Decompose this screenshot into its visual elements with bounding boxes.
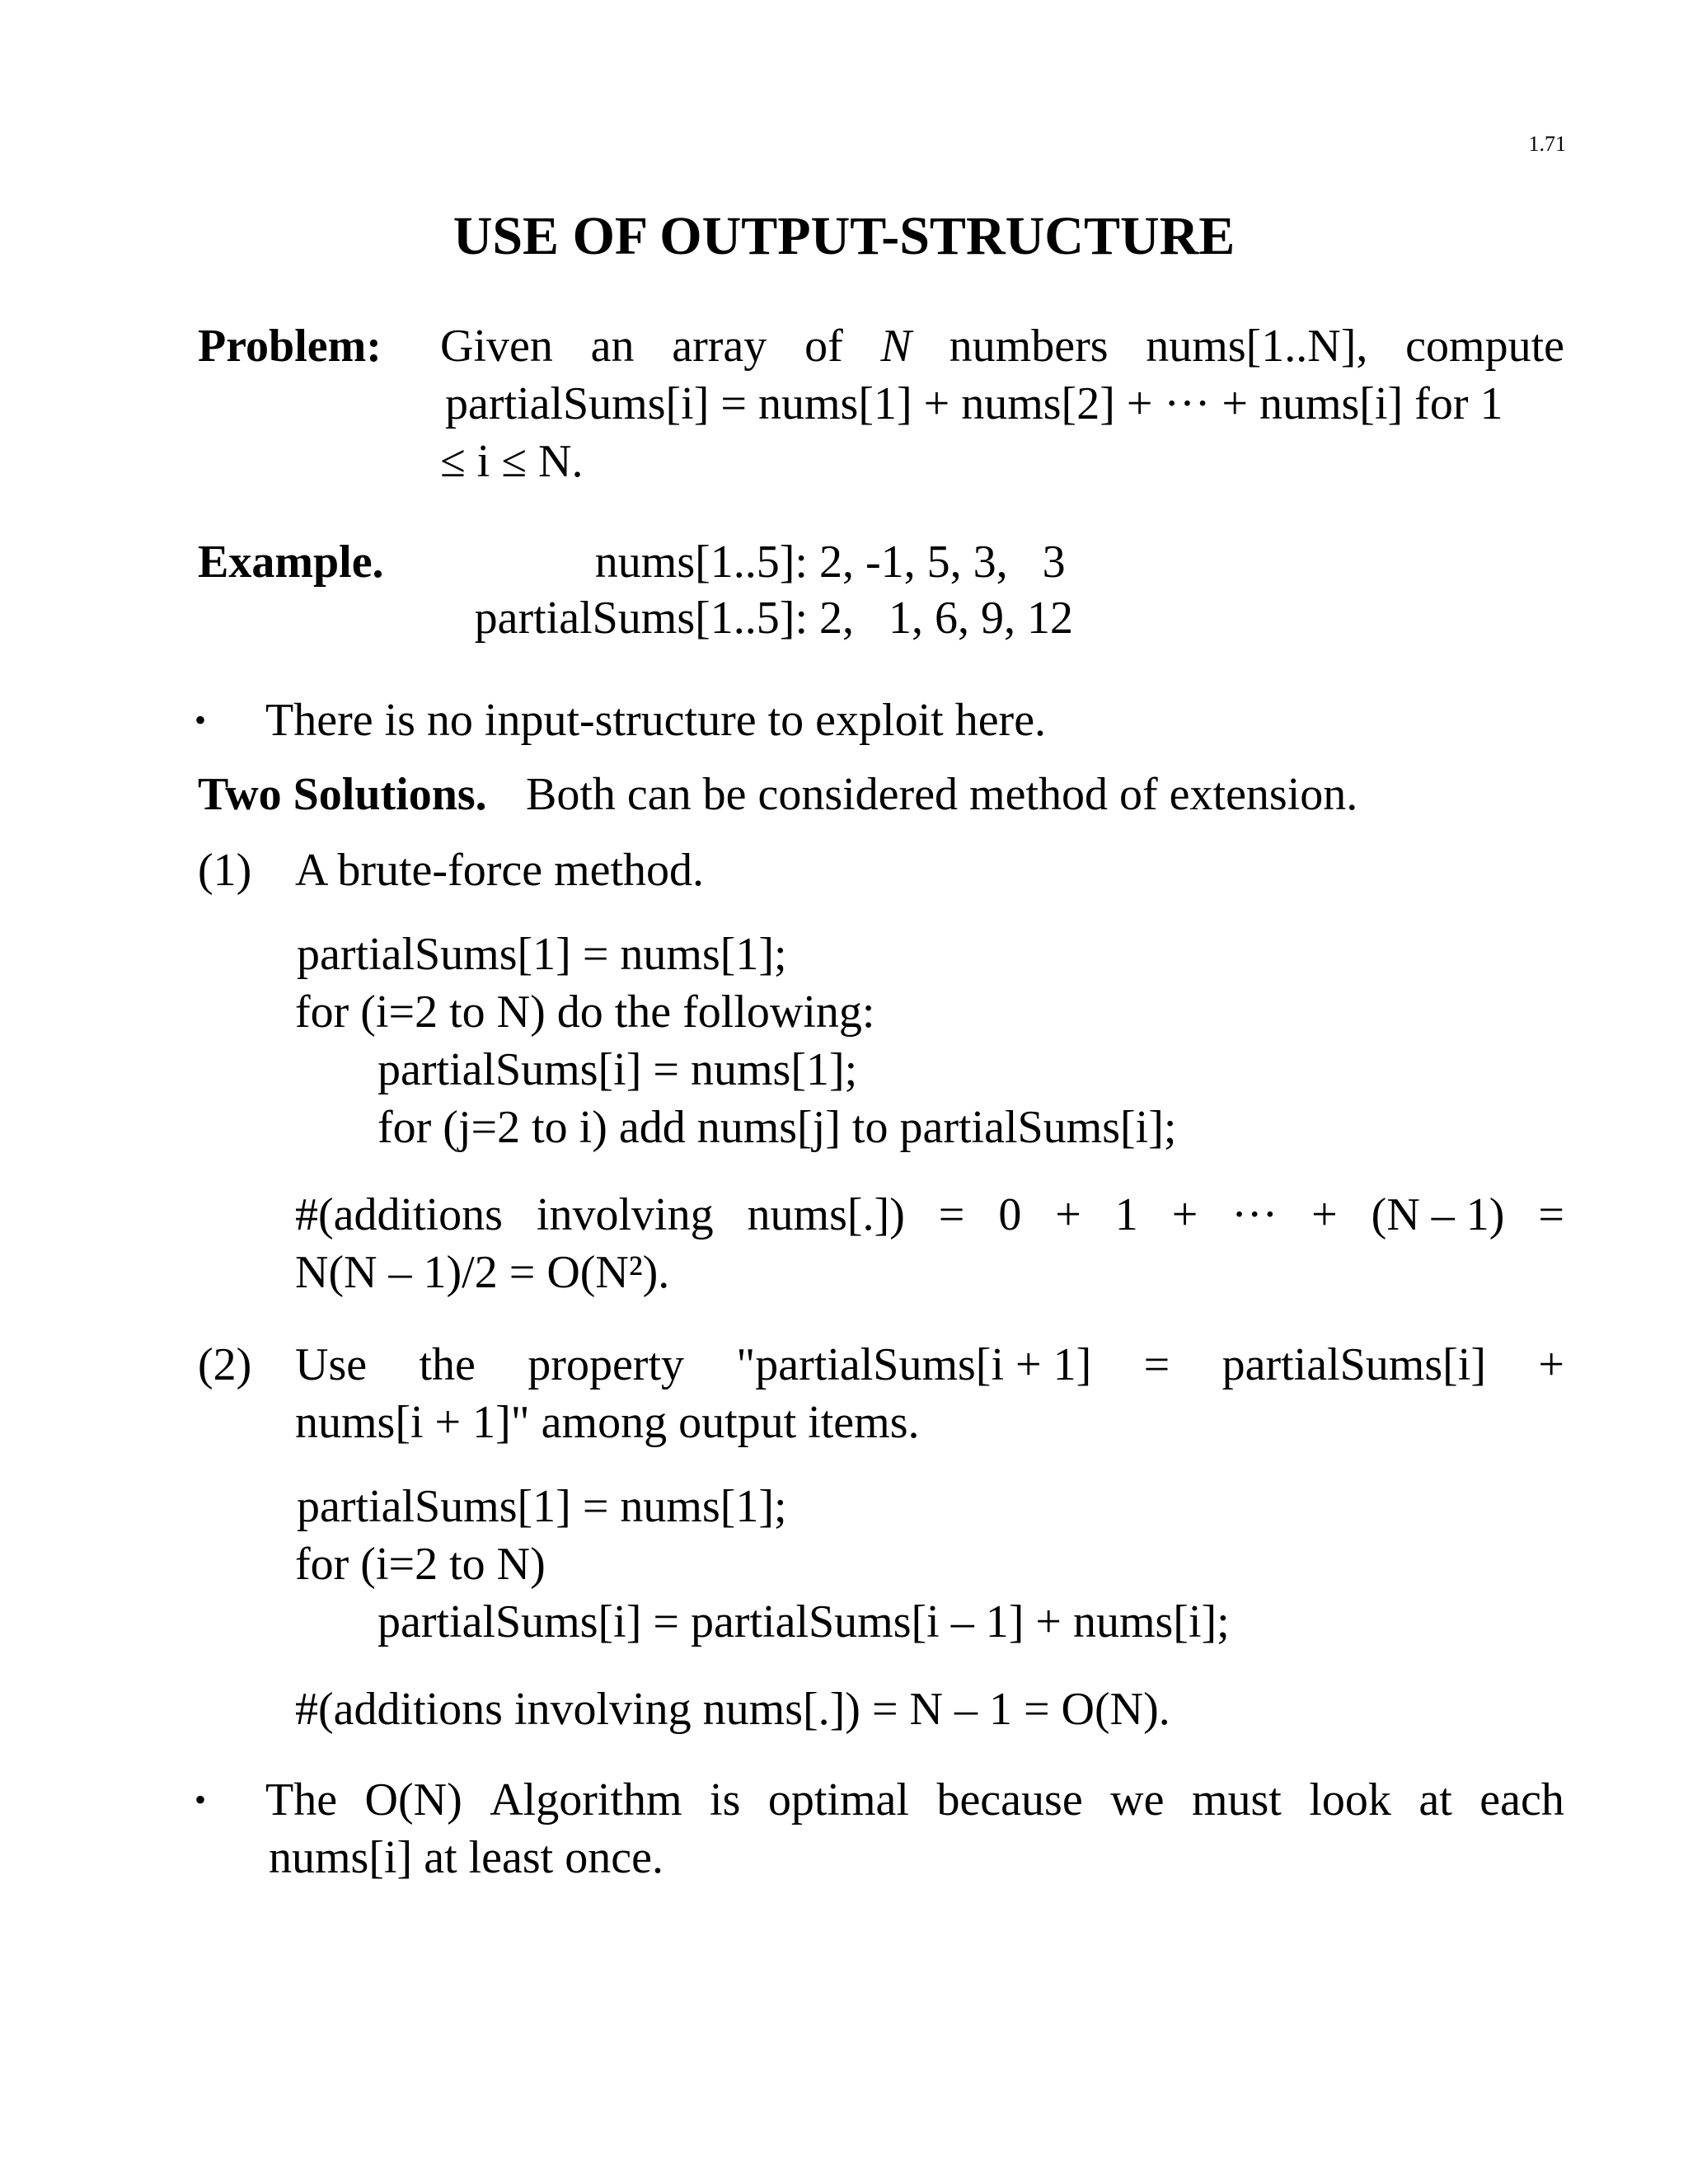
solution-2-word: + bbox=[1538, 1339, 1564, 1390]
solution-1-analysis-line-1 bbox=[295, 1189, 1564, 1240]
bullet-2-word: at bbox=[1418, 1774, 1452, 1825]
example-nums-label: nums[1..5]: bbox=[594, 537, 808, 588]
problem-label: Problem: bbox=[198, 321, 382, 372]
solution-2-word: the bbox=[419, 1339, 476, 1390]
bullet-2-word: must bbox=[1191, 1774, 1282, 1825]
analysis-token: = bbox=[938, 1189, 965, 1240]
analysis-token: involving bbox=[536, 1189, 714, 1240]
page-number: 1.71 bbox=[1528, 132, 1566, 156]
example-label: Example. bbox=[198, 537, 384, 588]
solution-1-code-line: for (j=2 to i) add nums[j] to partialSums[i]; bbox=[377, 1102, 1177, 1153]
two-solutions-text: Both can be considered method of extension. bbox=[526, 769, 1358, 820]
bullet-2-word: each bbox=[1479, 1774, 1564, 1825]
analysis-token: 0 bbox=[998, 1189, 1022, 1240]
solution-2-word: = bbox=[1143, 1339, 1170, 1390]
analysis-token: ··· bbox=[1231, 1189, 1278, 1240]
solution-1-title: A brute-force method. bbox=[295, 845, 705, 896]
solution-2-code-line: partialSums[i] = partialSums[i – 1] + nums[i]; bbox=[377, 1596, 1230, 1647]
bullet-1-text: There is no input-structure to exploit here. bbox=[265, 695, 1047, 746]
example-partial-label: partialSums[1..5]: bbox=[474, 593, 808, 644]
two-solutions-label: Two Solutions. bbox=[198, 769, 487, 820]
bullet-2-word: Algorithm bbox=[490, 1774, 682, 1825]
problem-word: compute bbox=[1405, 321, 1564, 372]
solution-1-code-line: partialSums[1] = nums[1]; bbox=[297, 929, 787, 980]
problem-word: nums[1..N], bbox=[1146, 321, 1368, 372]
problem-line-2: partialSums[i] = nums[1] + nums[2] + ··· + nums[i] for 1 bbox=[445, 378, 1503, 429]
problem-word: array bbox=[672, 321, 767, 372]
bullet-2-word: we bbox=[1110, 1774, 1165, 1825]
bullet-2-word: is bbox=[710, 1774, 741, 1825]
problem-word: numbers bbox=[949, 321, 1109, 372]
analysis-token: + bbox=[1311, 1189, 1338, 1240]
analysis-token: #(additions bbox=[295, 1189, 503, 1240]
analysis-token: + bbox=[1055, 1189, 1081, 1240]
solution-1-code-line: partialSums[i] = nums[1]; bbox=[377, 1044, 858, 1095]
analysis-token: (N – 1) bbox=[1371, 1189, 1505, 1240]
solution-2-code-line: partialSums[1] = nums[1]; bbox=[297, 1481, 787, 1532]
solution-1-number: (1) bbox=[198, 845, 252, 896]
example-partial-values: 2, 1, 6, 9, 12 bbox=[819, 593, 1073, 644]
analysis-token: = bbox=[1538, 1189, 1564, 1240]
problem-word: of bbox=[804, 321, 843, 372]
analysis-token: + bbox=[1171, 1189, 1198, 1240]
solution-2-word: "partialSums[i + 1] bbox=[736, 1339, 1092, 1390]
solution-1-code-line: for (i=2 to N) do the following: bbox=[295, 987, 875, 1038]
bullet-2-word: optimal bbox=[767, 1774, 909, 1825]
example-nums-values: 2, -1, 5, 3, 3 bbox=[819, 537, 1066, 588]
analysis-token: 1 bbox=[1114, 1189, 1138, 1240]
problem-word: an bbox=[590, 321, 635, 372]
solution-2-line-1 bbox=[295, 1339, 1564, 1390]
problem-line-3: ≤ i ≤ N. bbox=[440, 436, 584, 487]
solution-1-analysis-line-2: N(N – 1)/2 = O(N²). bbox=[295, 1247, 670, 1298]
solution-2-word: Use bbox=[295, 1339, 368, 1390]
bullet-2-word: because bbox=[936, 1774, 1083, 1825]
solution-2-analysis: #(additions involving nums[.]) = N – 1 = O(N). bbox=[295, 1684, 1170, 1735]
solution-2-number: (2) bbox=[198, 1339, 252, 1390]
bullet-2-word: O(N) bbox=[364, 1774, 462, 1825]
solution-2-code-line: for (i=2 to N) bbox=[295, 1539, 546, 1590]
bullet-2-line-2: nums[i] at least once. bbox=[269, 1832, 663, 1883]
page-title: USE OF OUTPUT-STRUCTURE bbox=[452, 206, 1236, 266]
solution-2-word: property bbox=[528, 1339, 685, 1390]
solution-2-line-2: nums[i + 1]" among output items. bbox=[295, 1397, 920, 1448]
solution-2-word: partialSums[i] bbox=[1221, 1339, 1486, 1390]
problem-word: N bbox=[880, 321, 912, 372]
bullet-2-word: The bbox=[265, 1774, 338, 1825]
problem-word: Given bbox=[440, 321, 553, 372]
bullet-2-word: look bbox=[1309, 1774, 1391, 1825]
problem-line-1 bbox=[440, 321, 1564, 372]
bullet-2-line-1 bbox=[265, 1774, 1564, 1825]
bullet-icon: • bbox=[195, 701, 207, 738]
bullet-icon: • bbox=[195, 1781, 207, 1818]
analysis-token: nums[.]) bbox=[747, 1189, 905, 1240]
